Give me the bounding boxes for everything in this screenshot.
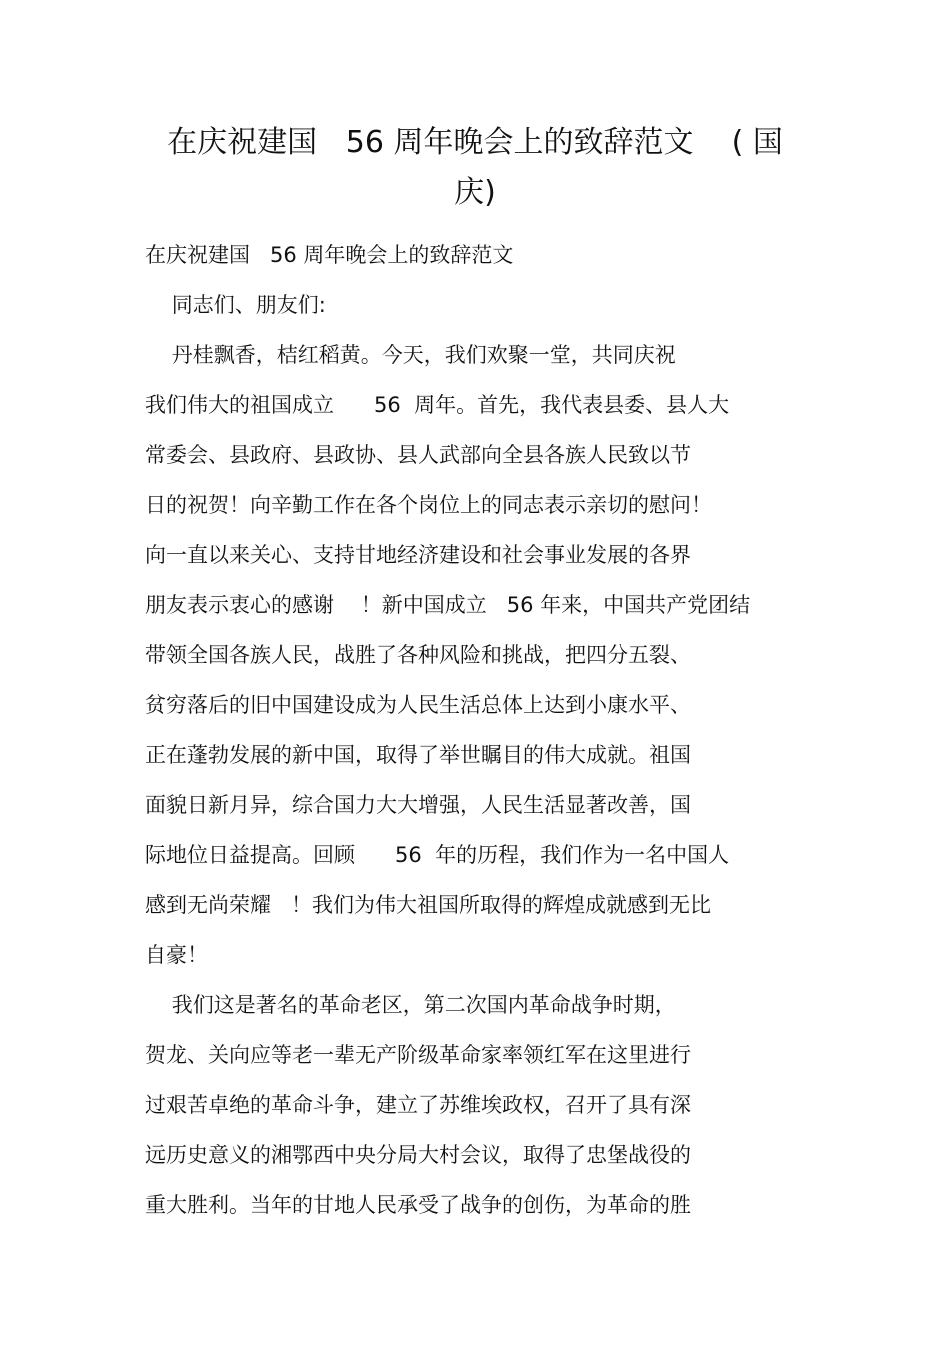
body-line: 过艰苦卓绝的革命斗争，建立了苏维埃政权，召开了具有深 <box>145 1093 691 1117</box>
body-line: 同志们、朋友们: <box>145 293 326 317</box>
body-line: 丹桂飘香，桔红稻黄。今天，我们欢聚一堂，共同庆祝 <box>145 343 676 367</box>
body-line: 贺龙、关向应等老一辈无产阶级革命家率领红军在这里进行 <box>145 1043 691 1067</box>
document-subtitle: 在庆祝建国 56 周年晚会上的致辞范文 <box>145 243 514 267</box>
body-line: 面貌日新月异，综合国力大大增强，人民生活显著改善，国 <box>145 793 691 817</box>
body-line: 自豪！ <box>145 943 208 967</box>
body-line: 正在蓬勃发展的新中国，取得了举世瞩目的伟大成就。祖国 <box>145 743 691 767</box>
body-line: 重大胜利。当年的甘地人民承受了战争的创伤，为革命的胜 <box>145 1193 691 1217</box>
body-line: 带领全国各族人民，战胜了各种风险和挑战，把四分五裂、 <box>145 643 691 667</box>
body-line: 际地位日益提高。回顾 56 年的历程，我们作为一名中国人 <box>145 843 730 867</box>
document-title-line-2: 庆) <box>454 175 496 210</box>
body-line: 日的祝贺！向辛勤工作在各个岗位上的同志表示亲切的慰问！ <box>145 493 712 517</box>
body-line: 贫穷落后的旧中国建设成为人民生活总体上达到小康水平、 <box>145 693 691 717</box>
body-line: 我们这是著名的革命老区，第二次国内革命战争时期， <box>145 993 676 1017</box>
body-line: 感到无尚荣耀 ！我们为伟大祖国所取得的辉煌成就感到无比 <box>145 893 712 917</box>
body-line: 远历史意义的湘鄂西中央分局大村会议，取得了忠堡战役的 <box>145 1143 691 1167</box>
body-line: 朋友表示衷心的感谢 ！新中国成立 56 年来，中国共产党团结 <box>145 593 751 617</box>
body-line: 常委会、县政府、县政协、县人武部向全县各族人民致以节 <box>145 443 691 467</box>
document-title-line-1: 在庆祝建国 56 周年晚会上的致辞范文 ( 国 <box>167 125 783 160</box>
body-line: 向一直以来关心、支持甘地经济建设和社会事业发展的各界 <box>145 543 691 567</box>
body-line: 我们伟大的祖国成立 56 周年。首先，我代表县委、县人大 <box>145 393 730 417</box>
